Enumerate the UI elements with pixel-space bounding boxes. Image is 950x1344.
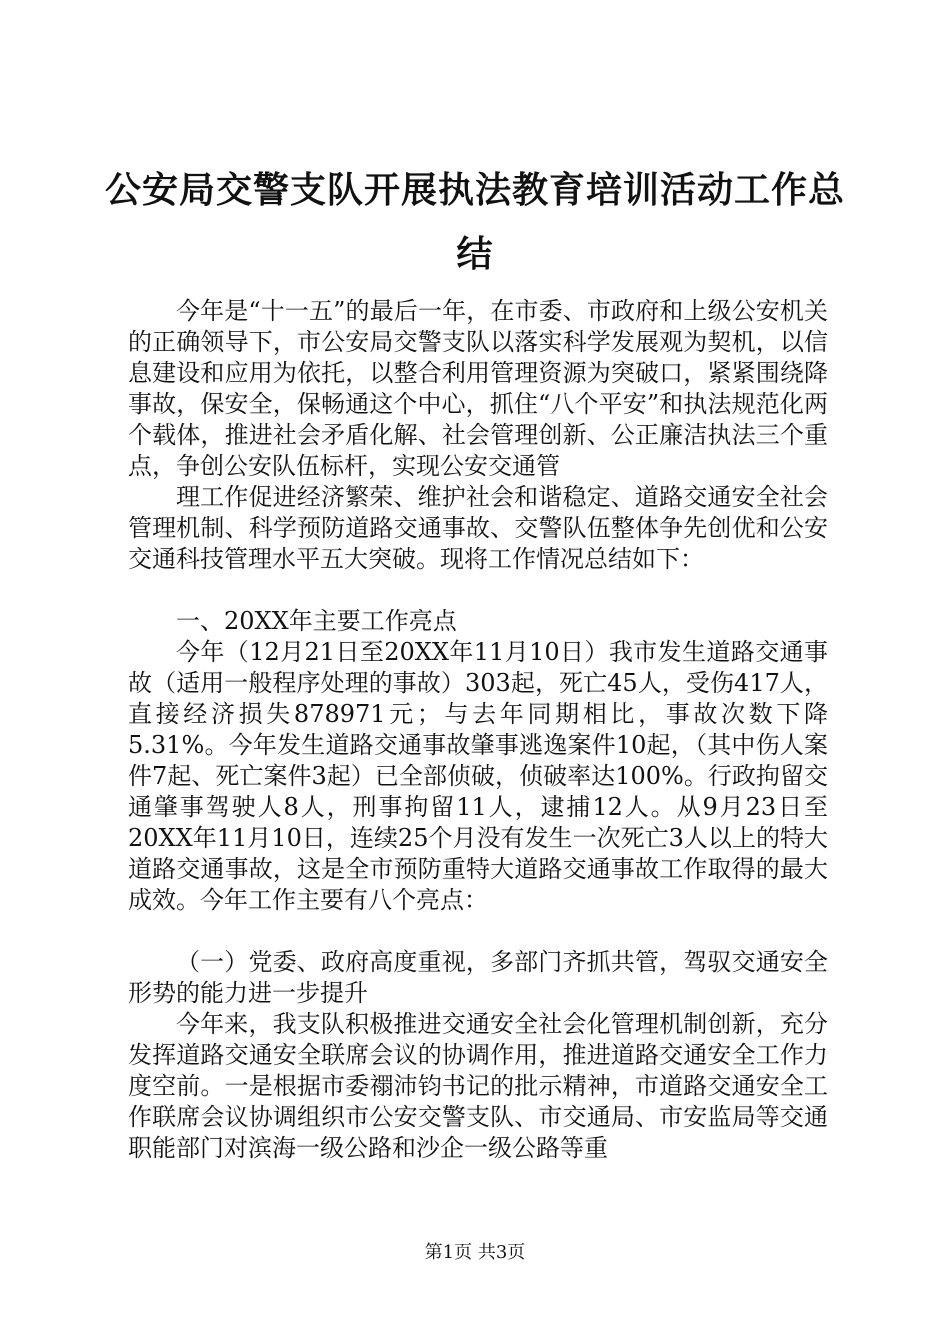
paragraph-gap — [128, 575, 828, 606]
document-title — [100, 158, 850, 286]
paragraph-subsection-1: 今年来，我支队积极推进交通安全社会化管理机制创新，充分发挥道路交通安全联席会议的协调作用，推进道路交通安全工作力度空前。一是根据市委禤沛钧书记的批示精神，市道路交通安全工作联席会议协调组织市公安交警支队、市交通局、市安监局等交通职能部门对滨海一级公路和沙企一级公路等重 — [128, 1010, 828, 1162]
document-body — [128, 296, 828, 1164]
page-footer: 第1页 共3页 — [424, 1242, 526, 1263]
title-line-1: 公安局交警支队开展执法教育培训活动工作总 — [104, 169, 845, 211]
paragraph-intro-continued: 理工作促进经济繁荣、维护社会和谐稳定、道路交通安全社会管理机制、科学预防道路交通事故、交警队伍整体争先创优和公安交通科技管理水平五大突破。现将工作情况总结如下： — [128, 483, 828, 573]
title-line-2: 结 — [456, 233, 494, 275]
paragraph-gap — [128, 916, 828, 947]
subsection-heading-1: （一）党委、政府高度重视，多部门齐抓共管，驾驭交通安全形势的能力进一步提升 — [128, 948, 828, 1007]
paragraph-intro: 今年是“十一五”的最后一年，在市委、市政府和上级公安机关的正确领导下，市公安局交警支队以落实科学发展观为契机，以信息建设和应用为依托，以整合利用管理资源为突破口，紧紧围绕降事故，保安全，保畅通这个中心，抓住“八个平安”和执法规范化两个载体，推进社会矛盾化解、社会管理创新、公正廉洁执法三个重点，争创公安队伍标杆，实现公安交通管 — [128, 297, 828, 480]
paragraph-statistics: 今年（12月21日至20XX年11月10日）我市发生道路交通事故（适用一般程序处理的事故）303起，死亡45人，受伤417人，直接经济损失878971元；与去年同期相比，事故次数下降5.31%。今年发生道路交通事故肇事逃逸案件10起，（其中伤人案件7起、死亡案件3起）已全部侦破，侦破率达100%。行政拘留交通肇事驾驶人8人，刑事拘留11人，逮捕12人。从9月23日至20XX年11月10日，连续25个月没有发生一次死亡3人以上的特大道路交通事故，这是全市预防重特大道路交通事故工作取得的最大成效。今年工作主要有八个亮点： — [128, 638, 828, 914]
section-heading-1: 一、20XX年主要工作亮点 — [176, 607, 457, 635]
